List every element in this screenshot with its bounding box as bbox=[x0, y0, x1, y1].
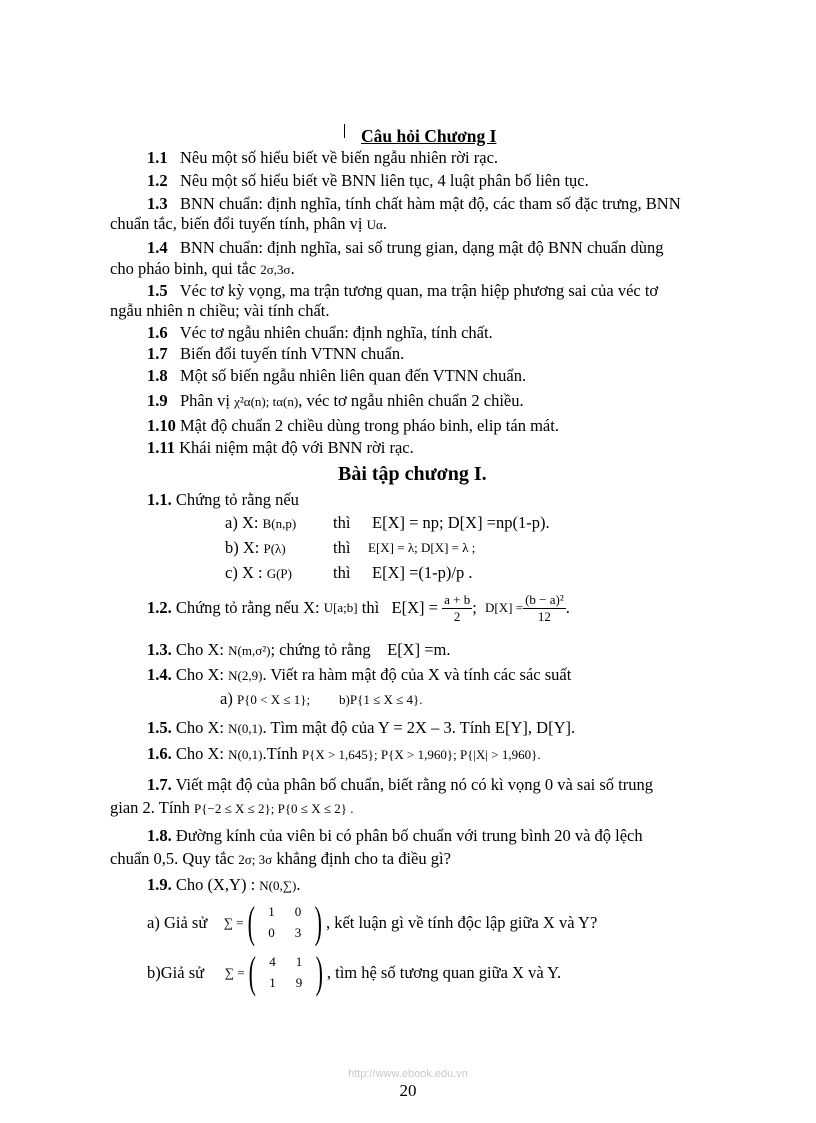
exercise-1-1-c-result: E[X] =(1-p)/p . bbox=[372, 563, 473, 582]
question-1-8: 1.8 Một số biến ngẫu nhiên liên quan đến VTNN chuẩn. bbox=[147, 366, 527, 385]
question-1-5: 1.5 Véc tơ kỳ vọng, ma trận tương quan, ma trận hiệp phương sai của véc tơ bbox=[147, 281, 659, 300]
questions-title: Câu hỏi Chương I bbox=[361, 126, 497, 146]
exercise-1-9-b: b)Giả sử ∑ = ( 4 1 1 9 ) , tìm hệ số tương quan giữa X và Y. bbox=[147, 948, 562, 997]
exercise-1-9: 1.9. Cho (X,Y) : N(0,∑). bbox=[147, 875, 301, 894]
exercise-1-8-cont: chuẩn 0,5. Quy tắc 2σ; 3σ khẳng định cho ta điều gì? bbox=[110, 849, 451, 868]
exercise-1-1-a-then: thì bbox=[333, 513, 351, 532]
question-1-11: 1.11 Khái niệm mật độ với BNN rời rạc. bbox=[147, 438, 414, 457]
exercise-1-1-c: c) X : G(P) bbox=[225, 563, 292, 582]
question-1-2: 1.2 Nêu một số hiểu biết về BNN liên tục, 4 luật phân bố liên tục. bbox=[147, 171, 589, 190]
fraction-mean: $\frac{a + b}{2}$ bbox=[444, 591, 471, 624]
question-1-1: 1.1 Nêu một số hiểu biết về biến ngẫu nhiên rời rạc. bbox=[147, 148, 499, 167]
exercise-1-1-b-then: thì bbox=[333, 538, 351, 557]
exercise-1-5: 1.5. Cho X: N(0,1). Tìm mật độ của Y = 2X – 3. Tính E[Y], D[Y]. bbox=[147, 718, 576, 737]
matrix-b: ( 4 1 1 9 ) bbox=[248, 948, 324, 997]
page-number: 20 bbox=[399, 1081, 417, 1100]
exercise-1-1-a-result: E[X] = np; D[X] =np(1-p). bbox=[372, 513, 550, 532]
exercise-1-1-a: a) X: B(n,p) bbox=[225, 513, 297, 532]
question-1-3: 1.3 BNN chuẩn: định nghĩa, tính chất hàm mật độ, các tham số đặc trưng, BNN bbox=[147, 194, 681, 213]
exercise-1-1: 1.1. Chứng tỏ rằng nếu bbox=[147, 490, 299, 509]
exercise-1-1-b-result: E[X] = λ; D[X] = λ ; bbox=[368, 540, 476, 555]
question-1-10: 1.10 Mật độ chuẩn 2 chiều dùng trong pháo binh, elip tán mát. bbox=[147, 416, 559, 435]
question-1-9: 1.9 Phân vị χ²α(n); tα(n), véc tơ ngẫu nhiên chuẩn 2 chiều. bbox=[147, 391, 524, 410]
exercise-1-7-cont: gian 2. Tính P{−2 ≤ X ≤ 2}; P{0 ≤ X ≤ 2} . bbox=[110, 798, 354, 817]
exercise-1-3: 1.3. Cho X: N(m,σ²); chứng tỏ rằng E[X] =m. bbox=[147, 640, 451, 659]
exercise-1-9-a: a) Giả sử ∑ = ( 1 0 0 3 ) , kết luận gì về tính độc lập giữa X và Y? bbox=[147, 898, 598, 947]
question-1-7: 1.7 Biến đổi tuyến tính VTNN chuẩn. bbox=[147, 344, 405, 363]
exercise-1-8: 1.8. Đường kính của viên bi có phân bố chuẩn với trung bình 20 và độ lệch bbox=[147, 826, 643, 845]
cursor-bar bbox=[344, 124, 345, 138]
exercises-title: Bài tập chương I. bbox=[338, 463, 487, 485]
watermark-url: http://www.ebook.edu.vn bbox=[348, 1068, 468, 1080]
exercise-1-1-c-then: thì bbox=[333, 563, 351, 582]
matrix-a: ( 1 0 0 3 ) bbox=[247, 898, 323, 947]
question-1-4: 1.4 BNN chuẩn: định nghĩa, sai số trung gian, dạng mật độ BNN chuẩn dùng bbox=[147, 238, 664, 257]
exercise-1-4: 1.4. Cho X: N(2,9). Viết ra hàm mật độ của X và tính các sác suất bbox=[147, 665, 572, 684]
exercise-1-2: 1.2. Chứng tỏ rằng nếu X: U[a;b] thì E[X] = $\frac{a + b}{2}$ ; D[X] = $\frac{\text{(b − a)²}}{12}$ . bbox=[147, 591, 570, 624]
exercise-1-1-b: b) X: P(λ) bbox=[225, 538, 286, 557]
question-1-5-cont: ngẫu nhiên n chiều; vài tính chất. bbox=[110, 301, 330, 320]
exercise-1-7: 1.7. Viết mật độ của phân bố chuẩn, biết rằng nó có kì vọng 0 và sai số trung bbox=[147, 775, 653, 794]
exercise-1-6: 1.6. Cho X: N(0,1).Tính P{X > 1,645}; P{X > 1,960}; P{|X| > 1,960}. bbox=[147, 744, 541, 763]
question-1-4-cont: cho pháo binh, qui tắc 2σ,3σ. bbox=[110, 259, 295, 278]
exercise-1-4-probs: a) P{0 < X ≤ 1}; b)P{1 ≤ X ≤ 4}. bbox=[220, 689, 423, 708]
question-1-6: 1.6 Véc tơ ngẫu nhiên chuẩn: định nghĩa, tính chất. bbox=[147, 323, 493, 342]
fraction-variance: $\frac{\text{(b − a)²}}{12}$ bbox=[525, 591, 564, 624]
question-1-3-cont: chuẩn tắc, biến đổi tuyến tính, phân vị Uα. bbox=[110, 214, 387, 233]
